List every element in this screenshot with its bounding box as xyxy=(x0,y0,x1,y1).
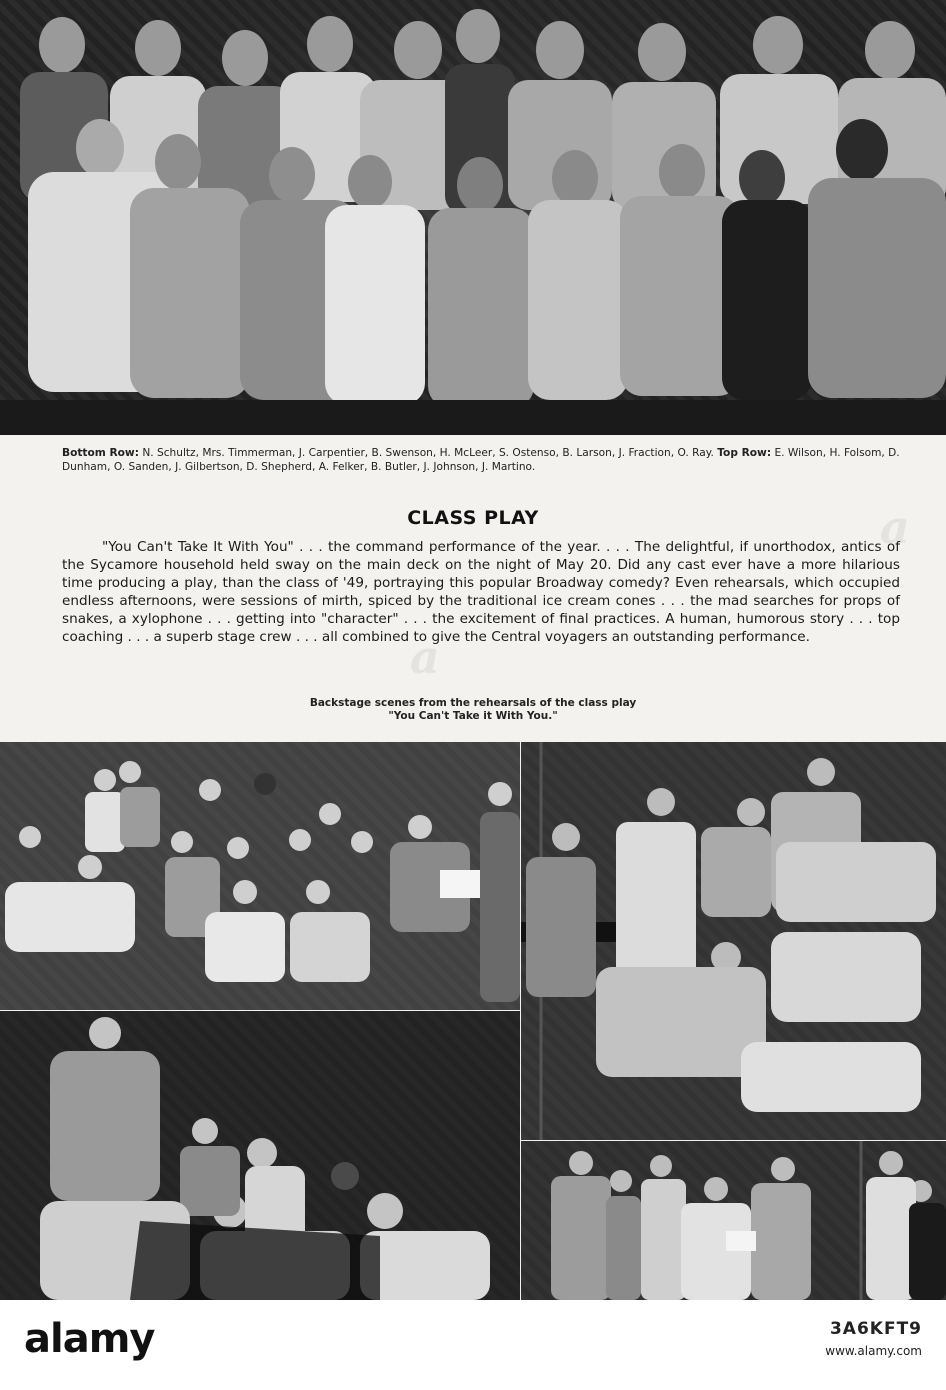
watermark-mark-center: a xyxy=(410,630,440,684)
article-body: "You Can't Take It With You" . . . the command performance of the year. . . . The delightful, if unorthodox, antics of the Sycamore household held sway on the main deck on the night of May 20. Did any cast ever have a more hilarious time producing a play, than the class of '49, portraying this popular Broadway comedy? Even rehearsals, which occupied endless afternoons, were sessions of mirth, spiced by the traditional ice cream cones . . . the mad searches for props of snakes, a xylophone . . . getting into "character" . . . the excitement of final practices. A human, humorous story . . . top coaching . . . a superb stage crew . . . all combined to give the Central voyagers an outstanding performance. xyxy=(62,539,900,645)
stock-meta xyxy=(825,1318,922,1362)
watermark-mark-right: a xyxy=(880,500,910,554)
rehearsal-group-photo-art xyxy=(0,742,520,1010)
top-row-names: E. Wilson, H. Folsom, D. Dunham, O. Sanden, J. Gilbertson, D. Shepherd, A. Felker, B. Butler, J. Johnson, J. Martino. xyxy=(62,447,900,473)
cast-group-photo xyxy=(0,0,946,435)
stock-image-id: 3A6KFT9 xyxy=(829,1319,922,1339)
rehearsal-stage-photo-art xyxy=(521,1141,946,1300)
group-photo-caption xyxy=(62,446,902,474)
rehearsal-table-photo xyxy=(521,742,946,1140)
cast-group-photo-art xyxy=(0,0,946,435)
stock-url: www.alamy.com xyxy=(825,1344,922,1358)
top-row-label: Top Row: xyxy=(717,447,772,459)
backstage-caption-line1: Backstage scenes from the rehearsals of the class play xyxy=(309,697,637,709)
rehearsal-stage-photo xyxy=(521,1141,946,1300)
backstage-caption-line2: "You Can't Take it With You." xyxy=(388,710,558,722)
rehearsal-reading-photo-art xyxy=(0,1011,520,1300)
bottom-row-names: N. Schultz, Mrs. Timmerman, J. Carpentier, B. Swenson, H. McLeer, S. Ostenso, B. Larson, J. Fraction, O. Ray. xyxy=(142,447,714,459)
stock-watermark-bar xyxy=(0,1300,946,1390)
rehearsal-reading-photo xyxy=(0,1011,520,1300)
photo-gutter xyxy=(520,742,521,1300)
bottom-row-label: Bottom Row: xyxy=(62,447,139,459)
rehearsal-table-photo-art xyxy=(521,742,946,1140)
article-title: CLASS PLAY xyxy=(407,507,539,529)
stock-logo: alamy xyxy=(24,1316,155,1362)
rehearsal-group-photo xyxy=(0,742,520,1010)
backstage-caption xyxy=(0,697,946,723)
